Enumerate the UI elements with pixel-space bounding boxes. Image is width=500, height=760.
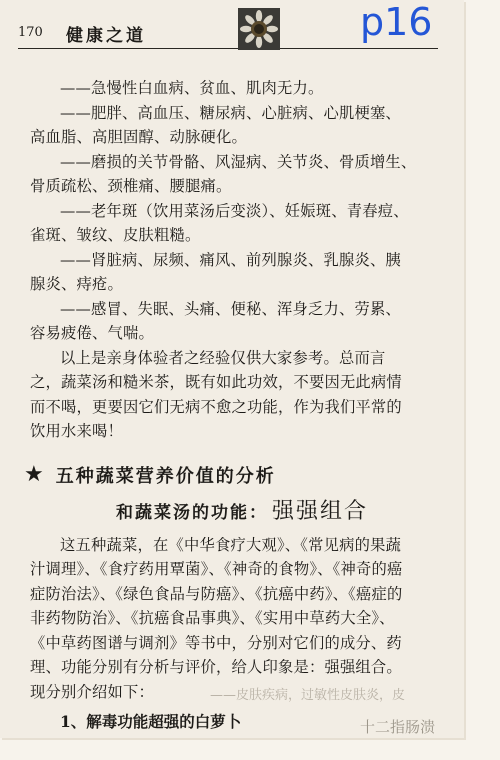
intro-line: 这五种蔬菜，在《中华食疗大观》、《常见病的果蔬 [60,535,402,554]
list-line: 容易疲倦、气喘。 [30,324,154,342]
subheading-white-radish: 1、解毒功能超强的白萝卜 [60,712,242,731]
list-line: ——老年斑（饮用菜汤后变淡）、妊娠斑、青春痘、 [60,201,409,220]
conclusion-line: 而不喝，更要因它们无病不愈之功能，作为我们平常的 [30,397,402,416]
section-heading-text: 五种蔬菜营养价值的分析 [55,465,276,487]
list-line: 骨质疏松、颈椎痛、腰腿痛。 [30,177,232,195]
section-heading-block [24,462,440,525]
section-subheading-a: 和蔬菜汤的功能： [116,502,268,523]
book-title: 健康之道 [66,26,146,46]
bleed-through-text-2: 十二指肠溃 [360,718,436,736]
sunflower-icon [238,8,280,50]
list-line: ——感冒、失眠、头痛、便秘、浑身乏力、劳累、 [60,299,401,318]
header-rule [18,48,438,49]
list-line: 腺炎、痔疮。 [30,275,123,293]
bleed-through-text: ——皮肤疾病，过敏性皮肤炎，皮 [210,688,406,703]
list-line: ——肾脏病、尿频、痛风、前列腺炎、乳腺炎、胰 [60,250,401,269]
page-number: 170 [18,25,43,40]
list-line: 雀斑、皱纹、皮肤粗糙。 [30,226,201,244]
intro-line: 现分别介绍如下： [30,682,154,701]
page-tag: p16 [360,0,433,44]
conclusion-line: 之，蔬菜汤和糙米茶，既有如此功效，不要因无此病情 [30,373,402,391]
section-heading [24,462,440,488]
intro-line: 汁调理》、《食疗药用覃菌》、《神奇的食物》、《神奇的癌 [30,560,403,578]
conclusion-line: 以上是亲身体验者之经验仅供大家参考。总而言 [60,348,386,367]
list-line: 高血脂、高胆固醇、动脉硬化。 [30,128,247,146]
star-icon: ★ [24,462,46,487]
intro-line: 非药物防治》、《抗癌食品事典》、《实用中草药大全》、 [30,609,395,627]
section-subheading-b: 强强组合 [272,498,369,524]
intro-line: 理、功能分别有分析与评价，给人印象是：强强组合。 [30,658,402,676]
body-text [24,76,440,734]
section-subheading [116,494,440,525]
conclusion-line: 饮用水来喝！ [30,422,123,440]
list-line: ——肥胖、高血压、糖尿病、心脏病、心肌梗塞、 [60,103,401,122]
intro-line: 症防治法》、《绿色食品与防癌》、《抗癌中药》、《癌症的 [30,584,403,603]
list-line: ——急慢性白血病、贫血、肌肉无力。 [60,79,324,97]
list-line: ——磨损的关节骨骼、风湿病、关节炎、骨质增生、 [60,152,417,171]
intro-line: 《中草药图谱与调剂》等书中，分别对它们的成分、药 [30,633,402,652]
